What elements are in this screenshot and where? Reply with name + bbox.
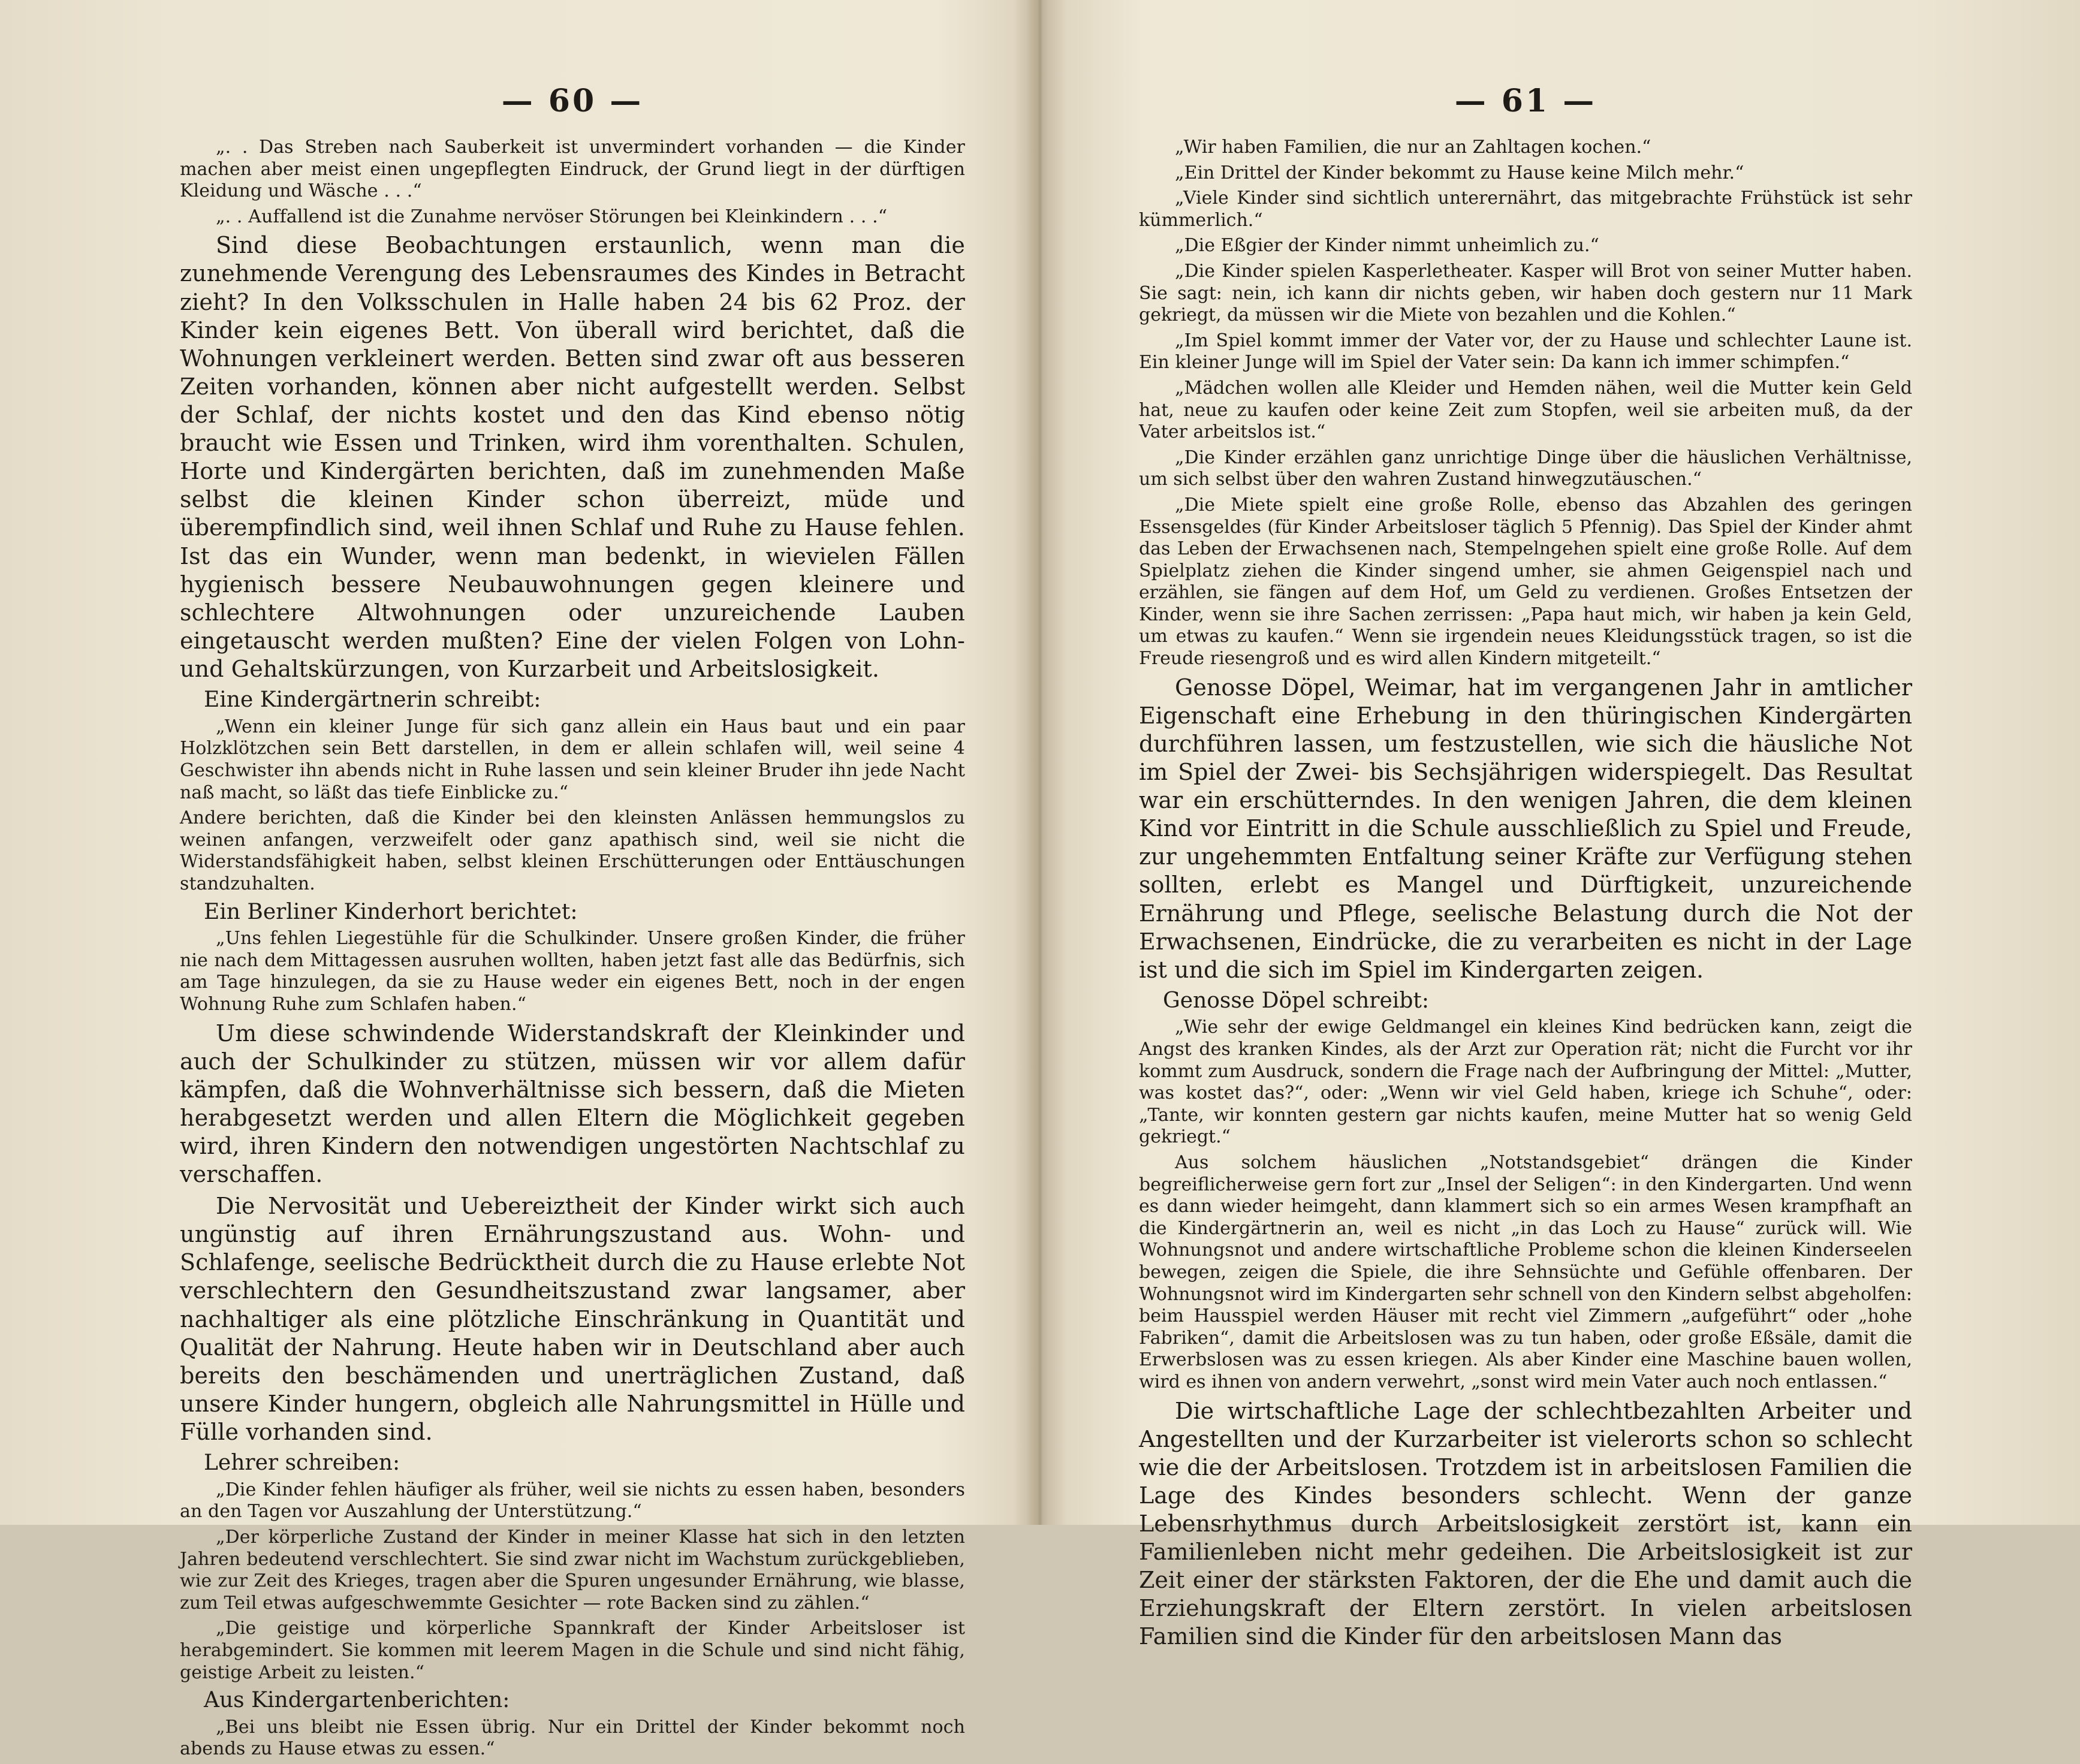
- quote-paragraph: „Im Spiel kommt immer der Vater vor, der zu Hause und schlechter Laune ist. Ein kleiner Junge will im Spiel der Vater sein: Da kann ich immer schimpfen.“: [1139, 330, 1912, 373]
- quote-paragraph: „Wenn ein kleiner Junge für sich ganz allein ein Haus baut und ein paar Holzklötzchen sein Bett darstellen, in dem er allein schlafen will, weil seine 4 Geschwister ihn abends nicht in Ruhe lassen und sein kleiner Bruder ihn jede Nacht naß macht, so läßt das tiefe Einblicke zu.“: [180, 716, 965, 803]
- quote-paragraph: „Mädchen wollen alle Kleider und Hemden nähen, weil die Mutter kein Geld hat, neue zu kaufen oder keine Zeit zum Stopfen, weil sie arbeiten muß, da der Vater arbeitslos ist.“: [1139, 377, 1912, 443]
- quote-paragraph: „. . Auffallend ist die Zunahme nervöser Störungen bei Kleinkindern . . .“: [216, 206, 888, 227]
- quote-introduction: Lehrer schreiben:: [204, 1451, 400, 1476]
- quote-paragraph: „Uns fehlen Liegestühle für die Schulkinder. Unsere großen Kinder, die früher nie nach dem Mittagessen ausruhen wollten, haben jetzt fast alle das Bedürfnis, sich am Tage hinzulegen, da sie zu Hause weder ein eigenes Bett, noch in der engen Wohnung Ruhe zum Schlafen haben.“: [180, 928, 965, 1015]
- quote-paragraph: „Die geistige und körperliche Spannkraft der Kinder Arbeitsloser ist herabgemindert. Sie kommen mit leerem Magen in die Schule und sind nicht fähig, geistige Arbeit zu leisten.“: [180, 1618, 965, 1683]
- page-number: — 60 —: [501, 83, 644, 119]
- quote-introduction: Eine Kindergärtnerin schreibt:: [204, 687, 541, 713]
- quote-paragraph: Andere berichten, daß die Kinder bei den kleinsten Anlässen hemmungslos zu weinen anfangen, verzweifelt oder ganz apathisch sind, weil sie nicht die Widerstandsfähigkeit haben, selbst kleinen Erschütterungen oder Enttäuschungen standzuhalten.: [180, 807, 965, 894]
- quote-paragraph: „Die Eßgier der Kinder nimmt unheimlich zu.“: [1175, 235, 1599, 257]
- quote-introduction: Genosse Döpel schreibt:: [1163, 988, 1429, 1013]
- quote-paragraph: „Die Kinder fehlen häufiger als früher, weil sie nichts zu essen haben, besonders an den Tagen vor Auszahlung der Unterstützung.“: [180, 1479, 965, 1522]
- page-content: [1139, 137, 1912, 1655]
- quote-paragraph: „Die Kinder erzählen ganz unrichtige Dinge über die häuslichen Verhältnisse, um sich selbst über den wahren Zustand hinwegzutäuschen.“: [1139, 447, 1912, 490]
- quote-paragraph: „Bei uns bleibt nie Essen übrig. Nur ein Drittel der Kinder bekommt noch abends zu Hause etwas zu essen.“: [180, 1716, 965, 1760]
- page-content: [180, 137, 965, 1764]
- quote-paragraph: „Ein Drittel der Kinder bekommt zu Hause keine Milch mehr.“: [1175, 162, 1744, 183]
- quote-paragraph: „Die Kinder spielen Kasperletheater. Kasper will Brot von seiner Mutter haben. Sie sagt: nein, ich kann dir nichts geben, wir haben doch gestern nur 11 Mark gekriegt, da müssen wir die Miete von bezahlen und die Kohlen.“: [1139, 260, 1912, 326]
- page-number: — 61 —: [1454, 83, 1597, 119]
- book-gutter: [1013, 0, 1067, 1525]
- left-page: [180, 0, 965, 1760]
- body-paragraph: Genosse Döpel, Weimar, hat im vergangenen Jahr in amtlicher Eigenschaft eine Erhebung in den thüringischen Kindergärten durchführen lassen, um festzustellen, wie sich die häusliche Not im Spiel der Zwei- bis Sechsjährigen widerspiegelt. Das Resultat war ein erschütterndes. In den wenigen Jahren, die dem kleinen Kind vor Eintritt in die Schule ausschließlich zu Spiel und Freude, zur ungehemmten Entfaltung seiner Kräfte zur Verfügung stehen sollten, erlebt es Mangel und Dürftigkeit, unzureichende Ernährung und Pflege, seelische Belastung durch die Not der Erwachsenen, Eindrücke, die zu verarbeiten es nicht in der Lage ist und die sich im Spiel im Kindergarten zeigen.: [1139, 674, 1912, 983]
- quote-introduction: Ein Berliner Kinderhort berichtet:: [204, 899, 578, 924]
- body-paragraph: Die wirtschaftliche Lage der schlechtbezahlten Arbeiter und Angestellten und der Kurzarbeiter ist vielerorts schon so schlecht wie die der Arbeitslosen. Trotzdem ist in arbeitslosen Familien die Lage des Kindes besonders schlecht. Wenn der ganze Lebensrhythmus durch Arbeitslosigkeit zerstört ist, kann ein Familienleben nicht mehr gedeihen. Die Arbeitslosigkeit ist zur Zeit einer der stärksten Faktoren, der die Ehe und damit auch die Erziehungskraft der Eltern zerstört. In vielen arbeitslosen Familien sind die Kinder für den arbeitslosen Mann das: [1139, 1397, 1912, 1650]
- body-paragraph: Sind diese Beobachtungen erstaunlich, wenn man die zunehmende Verengung des Lebensraumes des Kindes in Betracht zieht? In den Volksschulen in Halle haben 24 bis 62 Proz. der Kinder kein eigenes Bett. Von überall wird berichtet, daß die Wohnungen verkleinert werden. Betten sind zwar oft aus besseren Zeiten vorhanden, können aber nicht aufgestellt werden. Selbst der Schlaf, der nichts kostet und den das Kind ebenso nötig braucht wie Essen und Trinken, wird ihm vorenthalten. Schulen, Horte und Kindergärten berichten, daß im zunehmenden Maße selbst die kleinen Kinder schon überreizt, müde und überempfindlich sind, weil ihnen Schlaf und Ruhe zu Hause fehlen. Ist das ein Wunder, wenn man bedenkt, in wievielen Fällen hygienisch bessere Neubauwohnungen gegen kleinere und schlechtere Altwohnungen oder unzureichende Lauben eingetauscht werden mußten? Eine der vielen Folgen von Lohn- und Gehaltskürzungen, von Kurzarbeit und Arbeitslosigkeit.: [180, 232, 965, 683]
- quote-paragraph: Aus solchem häuslichen „Notstandsgebiet“ drängen die Kinder begreiflicherweise gern fort zur „Insel der Seligen“: in den Kindergarten. Und wenn es dann wieder heimgeht, dann klammert sich so ein armes Wesen krampfhaft an die Kindergärtnerin an, weil es nicht „in das Loch zu Hause“ zurück will. Wie Wohnungsnot und andere wirtschaftliche Probleme schon die kleinen Kinderseelen bewegen, zeigen die Spiele, die ihre Sehnsüchte und Gefühle offenbaren. Der Wohnungsnot wird im Kindergarten sehr schnell von den Kindern selbst abgeholfen: beim Hausspiel werden Häuser mit recht viel Zimmern „aufgeführt“ oder „hohe Fabriken“, damit die Arbeitslosen was zu tun haben, oder große Eßsäle, damit die Erwerbslosen was zu essen kriegen. Als aber Kinder eine Maschine bauen wollen, wird es ihnen von andern verwehrt, „sonst wird mein Vater auch noch entlassen.“: [1139, 1152, 1912, 1392]
- body-paragraph: Die Nervosität und Uebereiztheit der Kinder wirkt sich auch ungünstig auf ihren Ernährungszustand aus. Wohn- und Schlafenge, seelische Bedrücktheit durch die zu Hause erlebte Not verschlechtern den Gesundheitszustand zwar langsamer, aber nachhaltiger als eine plötzliche Einschränkung in Quantität und Qualität der Nahrung. Heute haben wir in Deutschland aber auch bereits den beschämenden und unerträglichen Zustand, daß unsere Kinder hungern, obgleich alle Nahrungsmittel in Hülle und Fülle vorhanden sind.: [180, 1193, 965, 1446]
- quote-introduction: Aus Kindergartenberichten:: [204, 1688, 510, 1713]
- quote-paragraph: „Wir haben Familien, die nur an Zahltagen kochen.“: [1175, 137, 1651, 158]
- right-page: [1139, 0, 1912, 1650]
- quote-paragraph: „Der körperliche Zustand der Kinder in meiner Klasse hat sich in den letzten Jahren bedeutend verschlechtert. Sie sind zwar nicht im Wachstum zurückgeblieben, wie zur Zeit des Krieges, tragen aber die Spuren ungesunder Ernährung, wie blasse, zum Teil etwas aufgeschwemmte Gesichter — rote Backen sind zu zählen.“: [180, 1526, 965, 1614]
- quote-paragraph: „Viele Kinder sind sichtlich unterernährt, das mitgebrachte Frühstück ist sehr kümmerlich.“: [1139, 188, 1912, 231]
- quote-paragraph: „Die Miete spielt eine große Rolle, ebenso das Abzahlen des geringen Essensgeldes (für Kinder Arbeitsloser täglich 5 Pfennig). Das Spiel der Kinder ahmt das Leben der Erwachsenen nach, Stempelngehen spielt eine große Rolle. Auf dem Spielplatz ziehen die Kinder singend umher, sie ahmen Geigenspiel nach und erzählen, sie fängen auf dem Hof, um Geld zu verdienen. Großes Entsetzen der Kinder, wenn sie ihre Sachen zerrissen: „Papa haut mich, wir haben ja kein Geld, um etwas zu kaufen.“ Wenn sie irgendein neues Kleidungsstück tragen, so ist die Freude riesengroß und es wird allen Kindern mitgeteilt.“: [1139, 494, 1912, 670]
- quote-paragraph: „. . Das Streben nach Sauberkeit ist unvermindert vorhanden — die Kinder machen aber meist einen ungepflegten Eindruck, der Grund liegt in der dürftigen Kleidung und Wäsche . . .“: [180, 137, 965, 202]
- quote-paragraph: „Wie sehr der ewige Geldmangel ein kleines Kind bedrücken kann, zeigt die Angst des kranken Kindes, als der Arzt zur Operation rät; nicht die Furcht vor ihr kommt zum Ausdruck, sondern die Frage nach der Aufbringung der Mittel: „Mutter, was kostet das?“, oder: „Wenn wir viel Geld haben, kriege ich Schuhe“, oder: „Tante, wir konnten gestern gar nichts kaufen, meine Mutter hat so wenig Geld gekriegt.“: [1139, 1017, 1912, 1148]
- body-paragraph: Um diese schwindende Widerstandskraft der Kleinkinder und auch der Schulkinder zu stützen, müssen wir vor allem dafür kämpfen, daß die Wohnverhältnisse sich bessern, daß die Mieten herabgesetzt werden und allen Eltern die Möglichkeit gegeben wird, ihren Kindern den notwendigen ungestörten Nachtschlaf zu verschaffen.: [180, 1020, 965, 1188]
